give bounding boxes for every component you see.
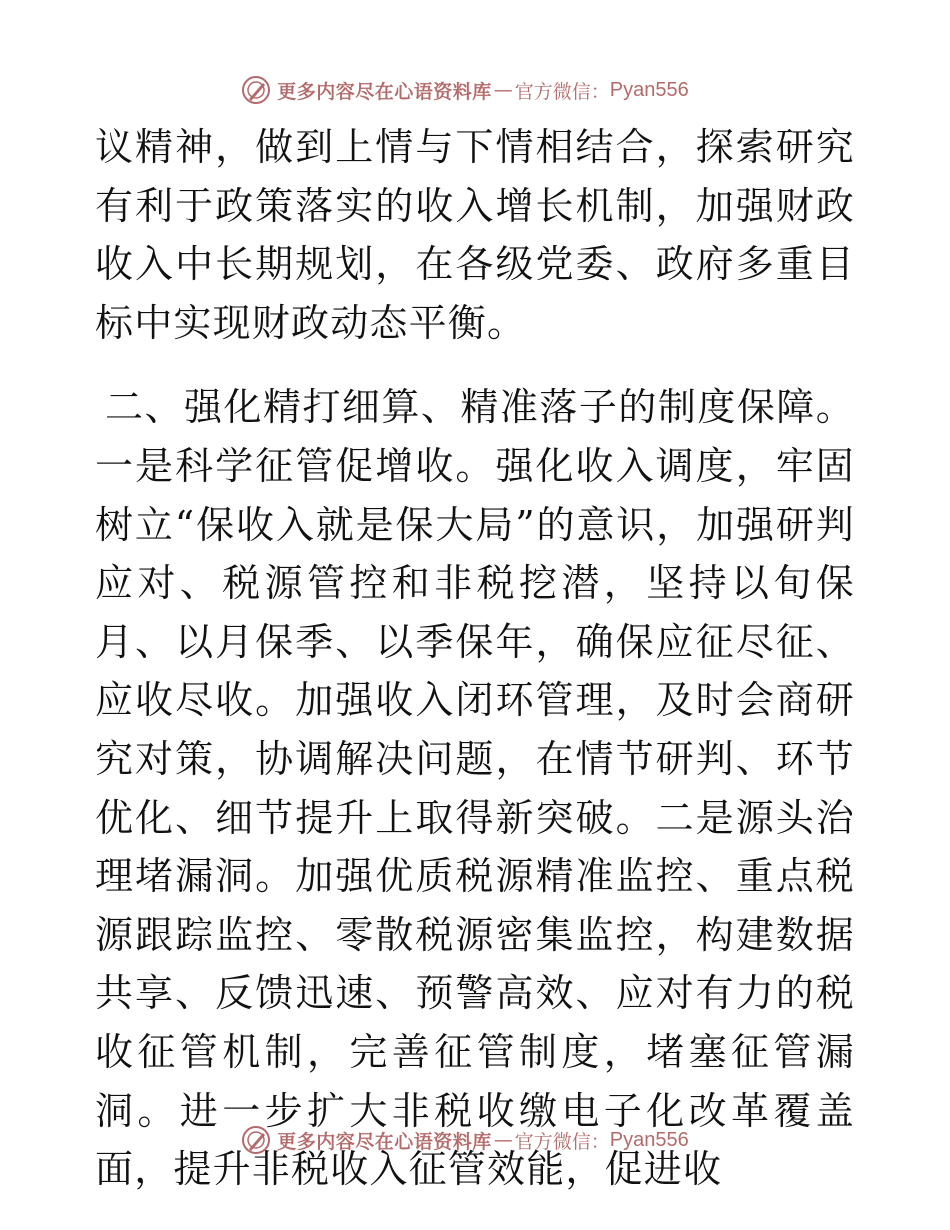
paragraph-1: 议精神，做到上情与下情相结合，探索研究有利于政策落实的收入增长机制，加强财政收入中长期规划，在各级党委、政府多重目标中实现财政动态平衡。 — [95, 125, 855, 345]
header-wechat-label: 官方微信： — [514, 80, 610, 103]
pen-logo-icon — [241, 1125, 271, 1155]
footer-site-text: 更多内容尽在心语资料库 — [277, 1130, 492, 1153]
footer-dash: — — [493, 1129, 513, 1151]
pen-logo-icon — [241, 75, 271, 105]
header-site-text: 更多内容尽在心语资料库 — [277, 80, 492, 103]
header-dash: — — [493, 79, 513, 101]
footer-wechat-label: 官方微信： — [514, 1130, 610, 1153]
footer-banner — [0, 1120, 950, 1160]
header-wechat-id: Pyan556 — [609, 78, 689, 101]
paragraph-2: 二、强化精打细算、精准落子的制度保障。一是科学征管促增收。强化收入调度，牢固树立“保收入就是保大局”的意识，加强研判应对、税源管控和非税挖潜，坚持以旬保月、以月保季、以季保年，确保应征尽征、应收尽收。加强收入闭环管理，及时会商研究对策，协调解决问题，在情节研判、环节优化、细节提升上取得新突破。二是源头治理堵漏洞。加强优质税源精准监控、重点税源跟踪监控、零散税源密集监控，构建数据共享、反馈迅速、预警高效、应对有力的税收征管机制，完善征管制度，堵塞征管漏洞。进一步扩大非税收缴电子化改革覆盖面，提升非税收入征管效能，促进收 — [95, 385, 855, 1192]
header-banner — [0, 70, 950, 110]
document-body — [95, 118, 855, 1199]
footer-wechat-id: Pyan556 — [609, 1128, 689, 1151]
